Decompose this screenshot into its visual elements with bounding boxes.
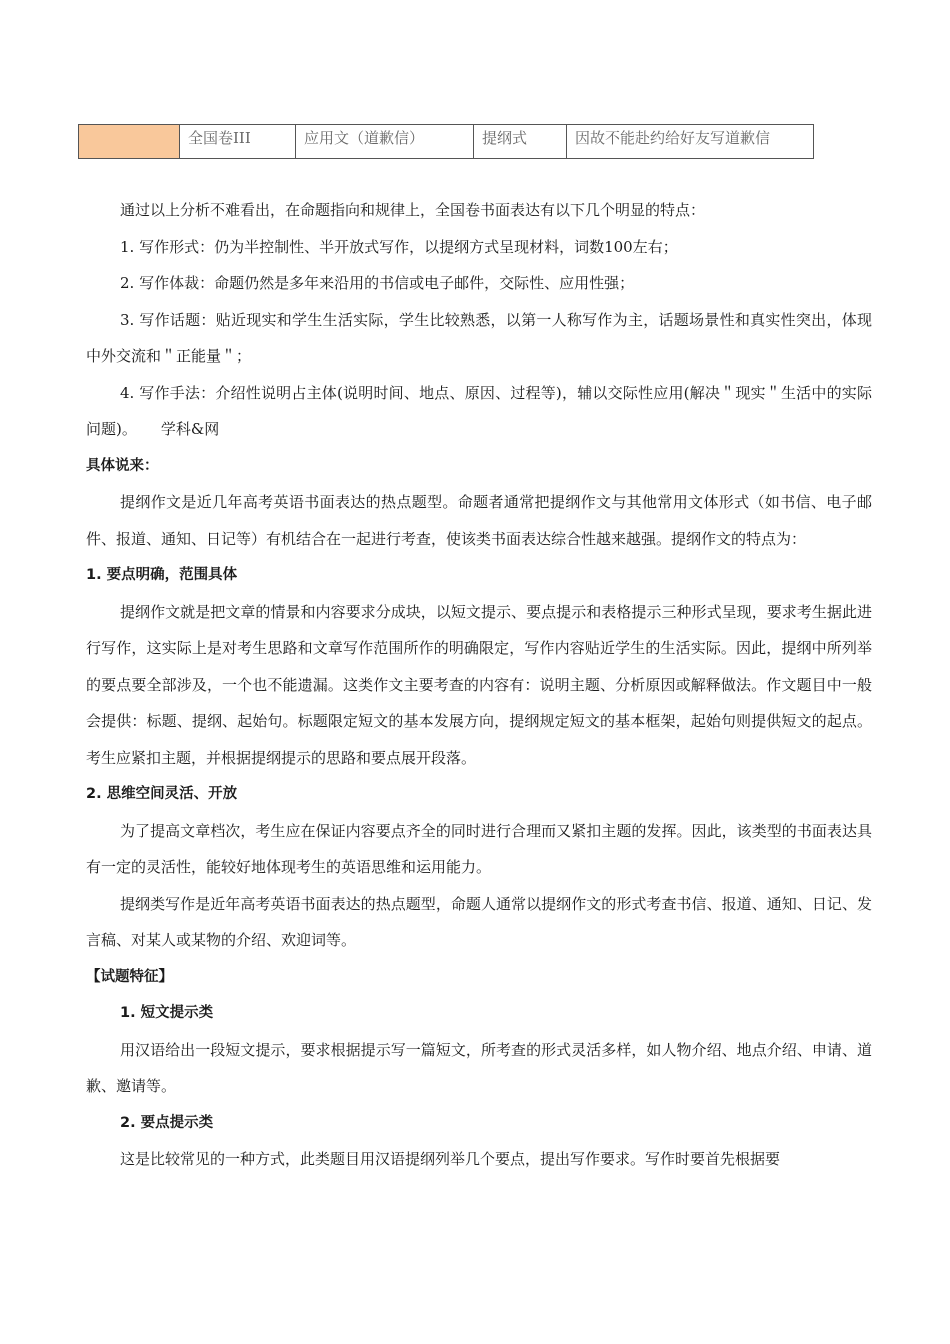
document-body bbox=[86, 192, 872, 1178]
table-cell-highlight bbox=[79, 125, 180, 159]
feature-point-1: 1. 写作形式：仍为半控制性、半开放式写作，以提纲方式呈现材料，词数100左右； bbox=[120, 237, 678, 256]
table-cell-paper: 全国卷III bbox=[180, 125, 296, 159]
intro-paragraph: 通过以上分析不难看出，在命题指向和规律上，全国卷书面表达有以下几个明显的特点： bbox=[120, 201, 706, 219]
type2-heading: 2. 要点提示类 bbox=[120, 1114, 214, 1131]
table-cell-topic: 因故不能赴约给好友写道歉信 bbox=[567, 125, 814, 159]
overview-paragraph: 提纲作文是近几年高考英语书面表达的热点题型。命题者通常把提纲作文与其他常用文体形式（如书信、电子邮件、报道、通知、日记等）有机结合在一起进行考查，使该类书面表达综合性越来越强。提纲作文的特点为： bbox=[86, 493, 872, 548]
feature2-heading: 2. 思维空间灵活、开放 bbox=[86, 786, 238, 802]
feature-point-2: 2. 写作体裁：命题仍然是多年来沿用的书信或电子邮件，交际性、应用性强； bbox=[120, 274, 635, 292]
type1-paragraph: 用汉语给出一段短文提示，要求根据提示写一篇短文，所考查的形式灵活多样，如人物介绍、地点介绍、申请、道歉、邀请等。 bbox=[86, 1040, 872, 1095]
type1-heading: 1. 短文提示类 bbox=[120, 1005, 214, 1021]
feature2-paragraph: 为了提高文章档次，考生应在保证内容要点齐全的同时进行合理而又紧扣主题的发挥。因此，该类型的书面表达具有一定的灵活性，能较好地体现考生的英语思维和运用能力。 bbox=[86, 821, 872, 876]
feature-point-4-text: 4. 写作手法：介绍性说明占主体(说明时间、地点、原因、过程等)，辅以交际性应用(解决＂现实＂生活中的实际问题)。 bbox=[86, 383, 872, 438]
feature1-paragraph: 提纲作文就是把文章的情景和内容要求分成块，以短文提示、要点提示和表格提示三种形式呈现，要求考生据此进行写作，这实际上是对考生思路和文章写作范围所作的明确限定，写作内容贴近学生的生活实际。因此，提纲中所列举的要点要全部涉及，一个也不能遗漏。这类作文主要考查的内容有：说明主题、分析原因或解释做法。作文题目中一般会提供：标题、提纲、起始句。标题限定短文的基本发展方向，提纲规定短文的基本框架，起始句则提供短文的起点。考生应紧扣主题，并根据提纲提示的思路和要点展开段落。 bbox=[86, 602, 872, 767]
exam-table bbox=[78, 124, 814, 159]
exam-features-heading: 【试题特征】 bbox=[86, 968, 173, 985]
section-heading: 具体说来： bbox=[86, 457, 159, 474]
feature1-heading: 1. 要点明确，范围具体 bbox=[86, 567, 238, 583]
feature-point-3: 3. 写作话题：贴近现实和学生生活实际，学生比较熟悉，以第一人称写作为主，话题场景性和真实性突出，体现中外交流和＂正能量＂； bbox=[86, 310, 872, 365]
types-paragraph: 提纲类写作是近年高考英语书面表达的热点题型，命题人通常以提纲作文的形式考查书信、报道、通知、日记、发言稿、对某人或某物的介绍、欢迎词等。 bbox=[86, 894, 872, 949]
table-cell-format: 提纲式 bbox=[474, 125, 567, 159]
table-cell-genre: 应用文（道歉信） bbox=[296, 125, 474, 159]
watermark-text: 学科&网 bbox=[160, 420, 220, 438]
type2-paragraph: 这是比较常见的一种方式，此类题目用汉语提纲列举几个要点，提出写作要求。写作时要首先根据要 bbox=[120, 1150, 781, 1168]
table-row bbox=[79, 125, 814, 159]
feature-point-4 bbox=[86, 375, 872, 448]
